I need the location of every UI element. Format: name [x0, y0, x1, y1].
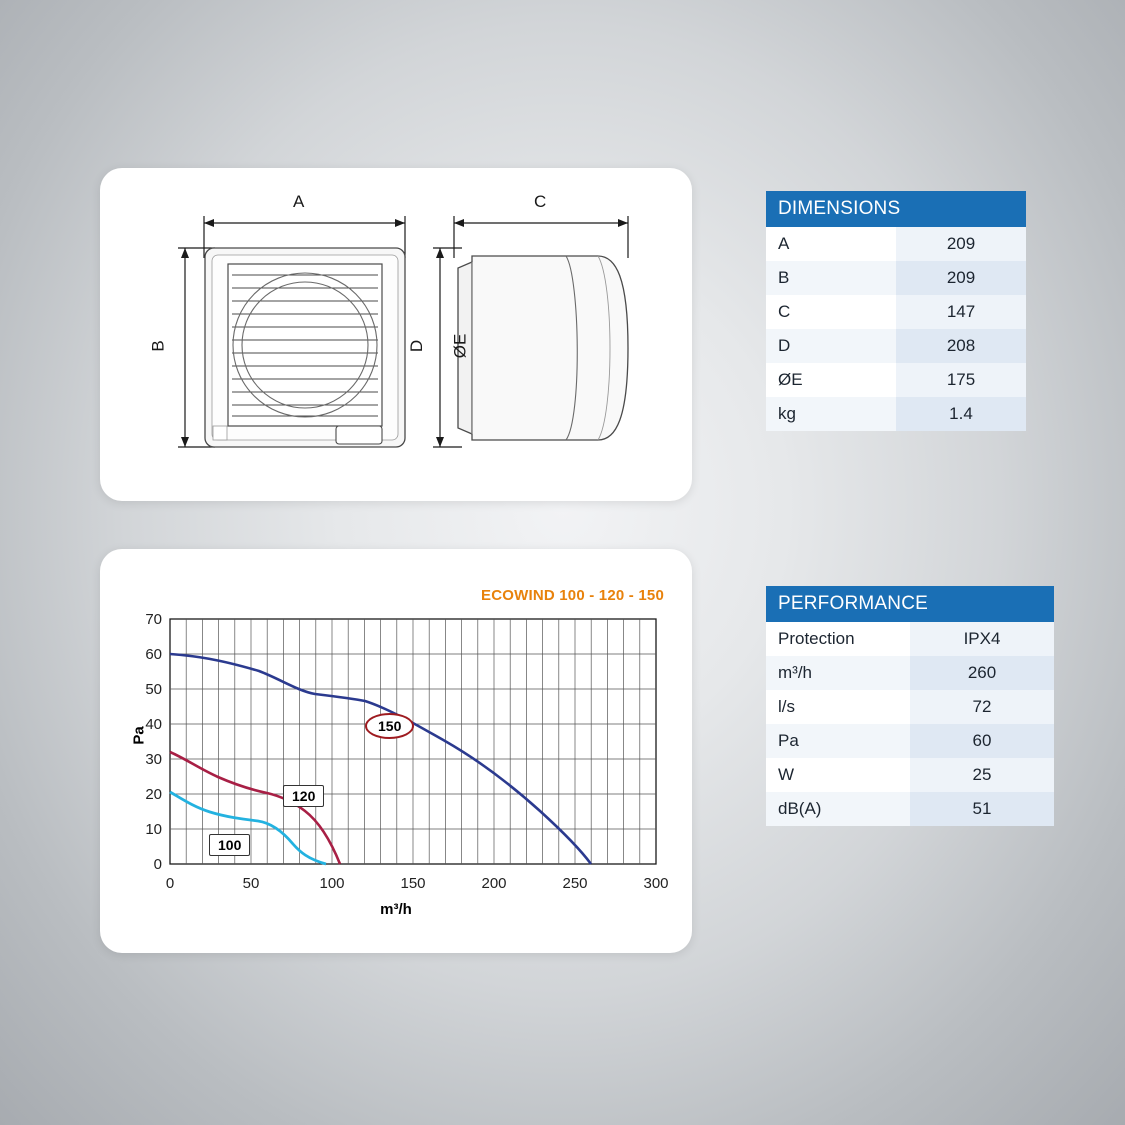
y-tick: 10 — [145, 821, 162, 838]
performance-table — [766, 586, 1054, 826]
curve-annotation-100: 100 — [209, 834, 250, 856]
performance-label: Pa — [766, 724, 910, 758]
table-header-row — [766, 191, 1026, 227]
dimension-label: C — [766, 295, 896, 329]
table-row — [766, 622, 1054, 656]
performance-label: m³/h — [766, 656, 910, 690]
table-header-row — [766, 586, 1054, 622]
dim-label-d: D — [407, 339, 427, 353]
performance-value: 25 — [910, 758, 1054, 792]
x-tick: 50 — [242, 875, 260, 892]
dimensions-table — [766, 191, 1026, 431]
performance-label: Protection — [766, 622, 910, 656]
table-row — [766, 363, 1026, 397]
y-tick: 30 — [145, 751, 162, 768]
dimension-value: 209 — [896, 261, 1026, 295]
table-row — [766, 656, 1054, 690]
y-tick: 50 — [145, 681, 162, 698]
table-row — [766, 758, 1054, 792]
performance-value: 51 — [910, 792, 1054, 826]
x-tick: 250 — [562, 875, 588, 892]
dim-label-diameter-e: ØE — [450, 333, 470, 359]
performance-chart-panel — [100, 549, 692, 953]
table-row — [766, 724, 1054, 758]
y-tick: 70 — [145, 611, 162, 628]
dimension-label: D — [766, 329, 896, 363]
curve-annotation-120: 120 — [283, 785, 324, 807]
dimension-value: 1.4 — [896, 397, 1026, 431]
table-row — [766, 329, 1026, 363]
dimensions-table-title: DIMENSIONS — [766, 191, 1026, 227]
performance-label: dB(A) — [766, 792, 910, 826]
chart-plot-svg — [100, 549, 692, 953]
x-axis-label: m³/h — [380, 901, 412, 918]
table-row — [766, 227, 1026, 261]
dimension-value: 208 — [896, 329, 1026, 363]
performance-table-title: PERFORMANCE — [766, 586, 1054, 622]
performance-label: l/s — [766, 690, 910, 724]
dimension-label: ØE — [766, 363, 896, 397]
dimension-value: 175 — [896, 363, 1026, 397]
table-row — [766, 792, 1054, 826]
dimension-label: B — [766, 261, 896, 295]
y-tick: 0 — [153, 856, 162, 873]
dimension-value: 147 — [896, 295, 1026, 329]
table-row — [766, 295, 1026, 329]
performance-value: 60 — [910, 724, 1054, 758]
product-drawing-panel — [100, 168, 692, 501]
y-tick: 40 — [145, 716, 162, 733]
x-tick: 0 — [165, 875, 175, 892]
y-axis-label: Pa — [130, 726, 148, 745]
x-tick: 200 — [481, 875, 507, 892]
table-row — [766, 261, 1026, 295]
performance-value: 72 — [910, 690, 1054, 724]
y-tick: 60 — [145, 646, 162, 663]
dim-label-c: C — [534, 192, 547, 211]
curve-annotation-150: 150 — [365, 713, 414, 739]
dim-label-a: A — [293, 192, 305, 211]
table-row — [766, 397, 1026, 431]
y-tick: 20 — [145, 786, 162, 803]
x-tick: 150 — [400, 875, 426, 892]
dimension-label: kg — [766, 397, 896, 431]
dim-label-b: B — [148, 340, 168, 352]
chart-title: ECOWIND 100 - 120 - 150 — [480, 587, 664, 604]
x-tick: 100 — [319, 875, 345, 892]
dimension-value: 209 — [896, 227, 1026, 261]
x-tick: 300 — [643, 875, 669, 892]
performance-value: IPX4 — [910, 622, 1054, 656]
table-row — [766, 690, 1054, 724]
performance-value: 260 — [910, 656, 1054, 690]
performance-label: W — [766, 758, 910, 792]
product-drawing-svg — [100, 168, 692, 501]
dimension-label: A — [766, 227, 896, 261]
